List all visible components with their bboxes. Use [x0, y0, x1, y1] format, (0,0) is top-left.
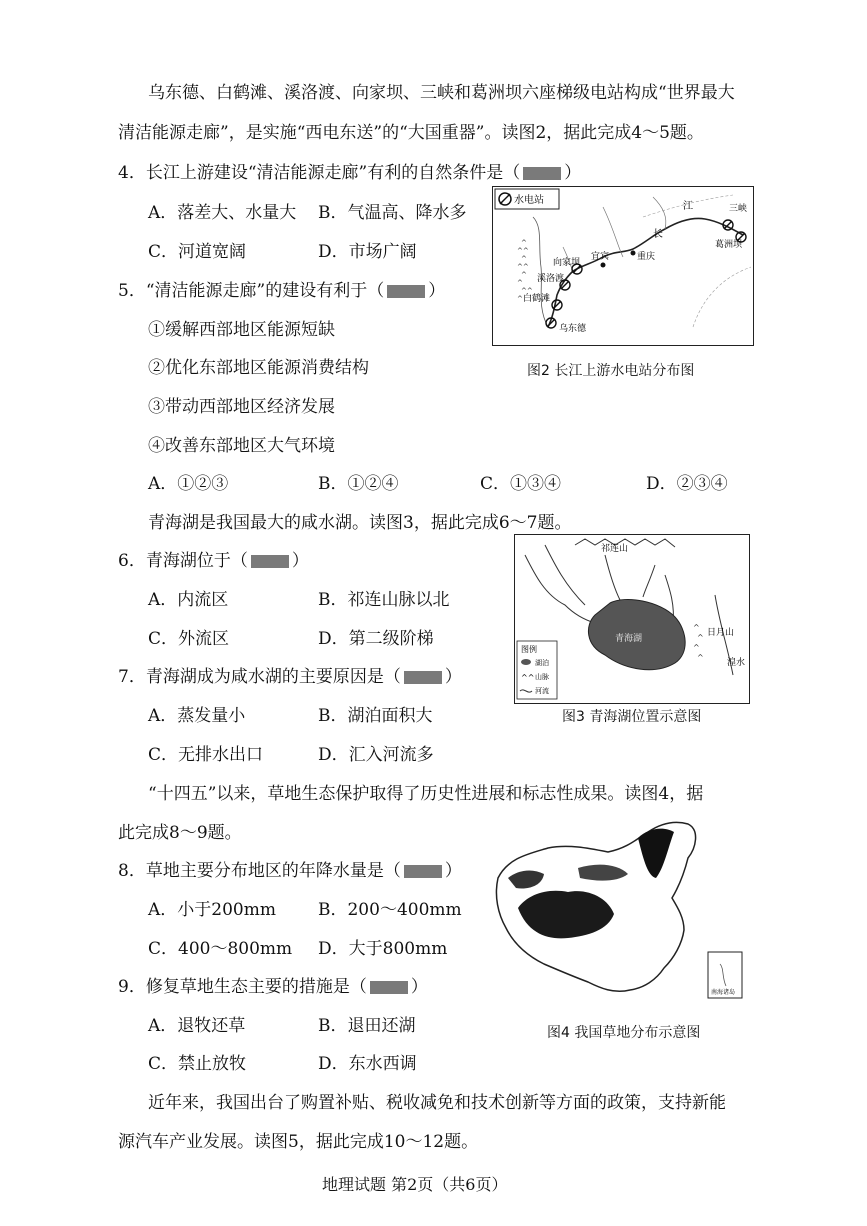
legend-label: 水电站 [514, 195, 544, 206]
q4-option-a: A．落差大、水量大 [148, 203, 297, 223]
q8-option-c: C．400～800mm [148, 939, 293, 959]
legend-mountain: 山脉 [535, 673, 549, 681]
svg-text:^^: ^^ [521, 287, 533, 295]
legend-title: 图例 [521, 645, 537, 654]
intro-4-line-2: 源汽车产业发展。读图5，据此完成10～12题。 [118, 1132, 479, 1152]
intro-2: 青海湖是我国最大的咸水湖。读图3，据此完成6～7题。 [148, 513, 572, 533]
label-sanxia: 三峡 [729, 204, 748, 214]
figure-2-caption: 图2 长江上游水电站分布图 [527, 363, 695, 379]
question-6-stem: 6．青海湖位于（ [118, 551, 248, 571]
q9-option-a: A．退牧还草 [148, 1016, 246, 1036]
q8-option-d: D．大于800mm [318, 939, 448, 959]
question-9: 9．修复草地生态主要的措施是（ ） [118, 977, 428, 997]
label-huangshui: 湟水 [727, 658, 746, 668]
city-dot-yibin [601, 263, 606, 268]
label-riyue: 日月山 [707, 628, 735, 638]
question-9-stem: 9．修复草地生态主要的措施是（ [118, 977, 367, 997]
svg-text:^^: ^^ [517, 247, 529, 255]
label-gezhouba: 葛洲坝 [715, 240, 743, 250]
intro-3-line-1: “十四五”以来，草地生态保护取得了历史性进展和标志性成果。读图4，据 [148, 784, 704, 804]
question-8: 8．草地主要分布地区的年降水量是（ ） [118, 861, 462, 881]
label-qilian: 祁连山 [601, 544, 629, 554]
mountain-legend-icon: ^^ [521, 673, 535, 682]
question-7-stem: 7．青海湖成为咸水湖的主要原因是（ [118, 667, 401, 687]
china-grassland-svg [488, 818, 748, 1016]
q5-item-4: ④改善东部地区大气环境 [148, 436, 335, 456]
question-6: 6．青海湖位于（ ） [118, 551, 309, 571]
figure-4-map [488, 818, 748, 1016]
svg-text:^: ^ [697, 653, 704, 662]
figure-3-caption: 图3 青海湖位置示意图 [562, 709, 702, 725]
river-4 [643, 565, 655, 597]
label-xiluodu: 溪洛渡 [537, 274, 565, 284]
svg-text:^: ^ [517, 295, 523, 303]
q5-option-d: D．②③④ [646, 474, 728, 494]
tributary-min [603, 207, 623, 257]
legend-river: 河流 [535, 687, 549, 695]
q8-option-b: B．200～400mm [318, 900, 462, 920]
q6-option-c: C．外流区 [148, 629, 230, 649]
legend-lake: 湖泊 [535, 659, 549, 667]
svg-text:^: ^ [693, 643, 700, 652]
tributary-jinsha [533, 217, 548, 327]
question-4-stem: 4．长江上游建设“清洁能源走廊”有利的自然条件是（ [118, 163, 521, 183]
svg-text:^: ^ [517, 279, 523, 287]
answer-blank [370, 981, 408, 994]
label-jiang: 江 [683, 201, 693, 212]
river-2 [545, 545, 585, 605]
svg-text:^: ^ [693, 623, 700, 632]
q6-option-b: B．祁连山脉以北 [318, 590, 450, 610]
svg-text:^: ^ [697, 633, 704, 642]
label-chang: 长 [653, 229, 663, 240]
q9-option-c: C．禁止放牧 [148, 1054, 247, 1074]
question-4: 4．长江上游建设“清洁能源走廊”有利的自然条件是（ ） [118, 163, 582, 183]
city-dot-chongqing [631, 251, 636, 256]
answer-blank [251, 555, 289, 568]
question-8-stem: 8．草地主要分布地区的年降水量是（ [118, 861, 401, 881]
intro-4-line-1: 近年来，我国出台了购置补贴、税收减免和技术创新等方面的政策，支持新能 [148, 1093, 726, 1113]
q7-option-c: C．无排水出口 [148, 745, 264, 765]
q8-option-a: A．小于200mm [148, 900, 276, 920]
q7-option-b: B．湖泊面积大 [318, 706, 433, 726]
figure-3-map [514, 534, 750, 704]
answer-blank [404, 865, 442, 878]
question-7: 7．青海湖成为咸水湖的主要原因是（ ） [118, 667, 462, 687]
q9-option-d: D．东水西调 [318, 1054, 417, 1074]
lake-legend-icon [521, 659, 531, 665]
question-5-stem: 5．“清洁能源走廊”的建设有利于（ [118, 281, 385, 301]
yangtze-map-svg [493, 187, 753, 345]
river-1 [525, 555, 595, 623]
label-qinghai-lake: 青海湖 [615, 634, 643, 644]
q5-option-c: C．①③④ [480, 474, 562, 494]
q6-option-d: D．第二级阶梯 [318, 629, 434, 649]
svg-text:^^: ^^ [517, 263, 529, 271]
answer-blank [404, 671, 442, 684]
label-yibin: 宜宾 [591, 252, 610, 262]
q4-option-d: D．市场广阔 [318, 242, 417, 262]
q9-option-b: B．退田还湖 [318, 1016, 416, 1036]
answer-blank [523, 167, 561, 180]
river-3 [605, 555, 620, 600]
figure-4-caption: 图4 我国草地分布示意图 [547, 1025, 701, 1041]
label-baihetan: 白鹤滩 [523, 294, 551, 304]
q5-option-a: A．①②③ [148, 474, 229, 494]
q5-item-1: ①缓解西部地区能源短缺 [148, 320, 335, 340]
q6-option-a: A．内流区 [148, 590, 229, 610]
answer-blank [387, 285, 425, 298]
svg-text:^: ^ [521, 271, 527, 279]
intro-3-line-2: 此完成8～9题。 [118, 823, 242, 843]
svg-text:^: ^ [521, 239, 527, 247]
label-wudongde: 乌东德 [559, 324, 587, 334]
q4-option-b: B．气温高、降水多 [318, 203, 467, 223]
boundary-2 [693, 267, 751, 327]
riyue-mountain-symbols [693, 623, 704, 662]
q7-option-a: A．蒸发量小 [148, 706, 246, 726]
intro-line-1: 乌东德、白鹤滩、溪洛渡、向家坝、三峡和葛洲坝六座梯级电站构成“世界最大 [148, 83, 735, 103]
q5-item-2: ②优化东部地区能源消费结构 [148, 358, 369, 378]
q4-option-c: C．河道宽阔 [148, 242, 247, 262]
q5-option-b: B．①②④ [318, 474, 399, 494]
qinghai-lake-svg [515, 535, 749, 703]
q5-item-3: ③带动西部地区经济发展 [148, 397, 335, 417]
label-xiangjiaba: 向家坝 [553, 258, 581, 268]
yangtze-river [548, 218, 743, 327]
inset-label: 南海诸岛 [711, 989, 736, 996]
question-5: 5．“清洁能源走廊”的建设有利于（ ） [118, 281, 446, 301]
q7-option-d: D．汇入河流多 [318, 745, 434, 765]
intro-line-2: 清洁能源走廊”，是实施“西电东送”的“大国重器”。读图2，据此完成4～5题。 [118, 123, 704, 143]
hydro-station-markers [546, 220, 746, 328]
label-chongqing: 重庆 [637, 252, 656, 262]
page-footer: 地理试题 第2页（共6页） [322, 1175, 508, 1194]
svg-text:^: ^ [521, 255, 527, 263]
figure-2-map [492, 186, 754, 346]
